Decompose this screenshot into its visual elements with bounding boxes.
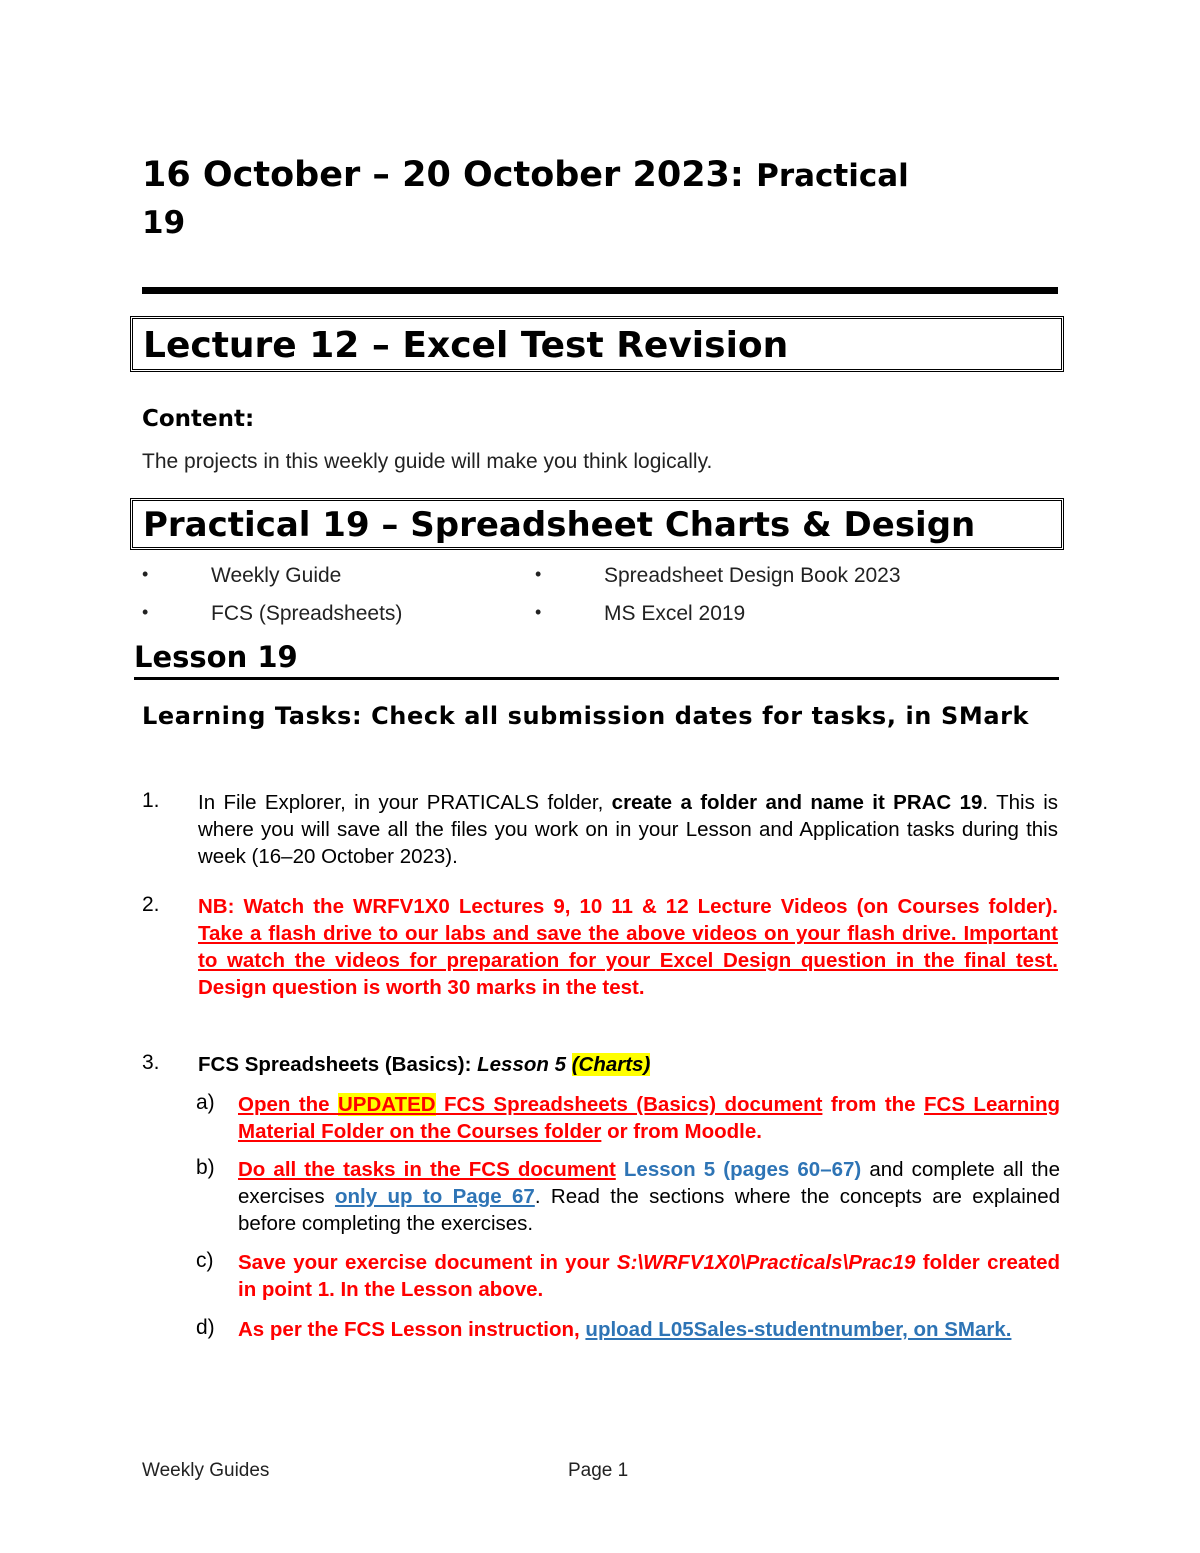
upload-link[interactable]: upload L05Sales-studentnumber, on SMark. [585, 1318, 1012, 1341]
step-number: 1. [142, 789, 160, 812]
resource-label: FCS (Spreadsheets) [211, 602, 403, 625]
page-title [142, 152, 1042, 246]
substep-a-text: Open the UPDATED FCS Spreadsheets (Basics) document from the FCS Learning Material Folder on the Courses folder or from Moodle. [238, 1093, 1060, 1143]
title-dates: 16 October – 20 October 2023: [142, 155, 744, 195]
step-2-text: NB: Watch the WRFV1X0 Lectures 9, 10 11 & 12 Lecture Videos (on Courses folder). Take a flash drive to our labs and save the above videos on your flash drive. Important to watch the videos for preparation for your Excel Design question in the final test. Design question is worth 30 marks in the test. [198, 895, 1058, 999]
substep-letter: b) [196, 1156, 215, 1179]
footer-page-number: Page 1 [568, 1460, 629, 1481]
lecture-title: Lecture 12 – Excel Test Revision [143, 325, 789, 366]
content-text: The projects in this weekly guide will make you think logically. [142, 450, 713, 473]
resource-label: Weekly Guide [211, 564, 342, 587]
bullet-icon: • [142, 564, 149, 584]
bullet-icon: • [142, 602, 149, 622]
substep-letter: a) [196, 1091, 215, 1114]
step-number: 2. [142, 893, 160, 916]
substep-letter: d) [196, 1316, 215, 1339]
content-heading: Content: [142, 406, 255, 432]
lesson-divider [134, 677, 1059, 680]
lesson-heading: Lesson 19 [134, 640, 298, 674]
substep-letter: c) [196, 1249, 214, 1272]
lecture-heading-box [130, 316, 1064, 372]
resource-label: Spreadsheet Design Book 2023 [604, 564, 901, 587]
practical-heading-box [130, 498, 1064, 550]
title-number: 19 [142, 205, 186, 241]
substep-c-text: Save your exercise document in your S:\WRFV1X0\Practicals\Prac19 folder created in point 1. In the Lesson above. [238, 1251, 1060, 1301]
step-1-text: In File Explorer, in your PRATICALS folder, create a folder and name it PRAC 19. This is where you will save all the files you work on in your Lesson and Application tasks during this week (16–20 October 2023). [198, 791, 1058, 868]
substep-d-text: As per the FCS Lesson instruction, upload L05Sales-studentnumber, on SMark. [238, 1318, 1012, 1341]
substep-b-text: Do all the tasks in the FCS document Lesson 5 (pages 60–67) and complete all the exercises only up to Page 67. Read the sections where the concepts are explained before completing the exercises. [238, 1158, 1061, 1235]
footer-doc-name: Weekly Guides [142, 1460, 270, 1481]
title-practical: Practical [756, 158, 909, 194]
lesson-link[interactable]: Lesson 5 (pages 60–67 [623, 1158, 855, 1181]
bullet-icon: • [535, 564, 542, 584]
resource-label: MS Excel 2019 [604, 602, 746, 625]
step-3-text: FCS Spreadsheets (Basics): Lesson 5 (Charts) [198, 1053, 651, 1076]
title-divider [142, 287, 1058, 294]
page-link[interactable]: only up to Page 67 [334, 1185, 535, 1208]
learning-tasks-heading: Learning Tasks: Check all submission dates for tasks, in SMark [142, 702, 1030, 730]
practical-title: Practical 19 – Spreadsheet Charts & Design [143, 505, 976, 545]
step-number: 3. [142, 1051, 160, 1074]
bullet-icon: • [535, 602, 542, 622]
